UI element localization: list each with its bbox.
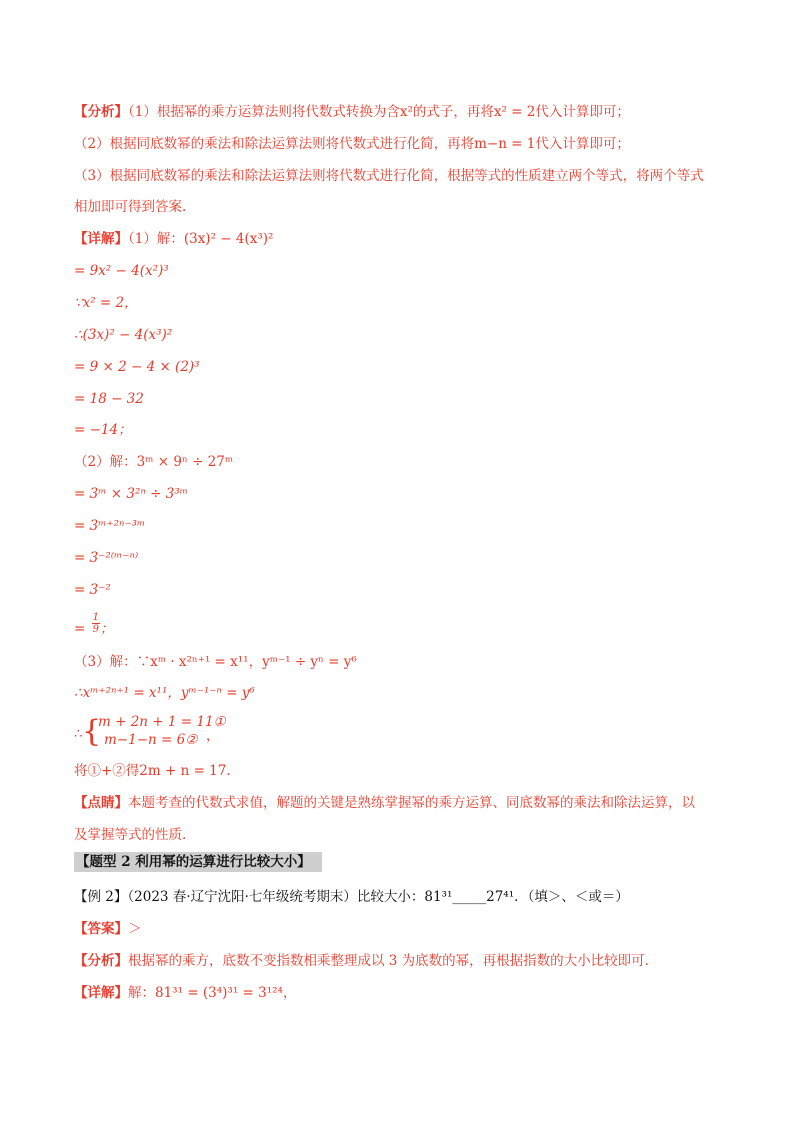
equation-2: m−1−n = 6②	[104, 732, 198, 748]
detail-text-1: （1）解：(3x)² − 4(x³)²	[128, 231, 274, 247]
detail2-label: 【详解】	[74, 985, 128, 1001]
equation-tail: ，	[206, 728, 220, 744]
detail-line-14: （3）解：∵xᵐ · x²ⁿ⁺¹ = x¹¹，yᵐ⁻¹ ÷ yⁿ = y⁶	[74, 654, 357, 670]
equation-1: m + 2n + 1 = 11①	[98, 714, 226, 730]
analysis-label: 【分析】	[74, 104, 128, 120]
comment-line-2: 及掌握等式的性质.	[74, 827, 187, 843]
detail-line-4: ∴(3x)² − 4(x³)²	[74, 327, 173, 343]
answer-text: ＞	[128, 921, 142, 937]
therefore-symbol: ∴	[74, 726, 83, 742]
comment-label: 【点睛】	[74, 795, 128, 811]
fraction-numerator: 1	[92, 612, 99, 623]
analysis2-line	[74, 952, 649, 970]
brace-icon: {	[82, 714, 102, 749]
analysis2-label: 【分析】	[74, 953, 128, 969]
detail2-line	[74, 984, 296, 1002]
detail-label: 【详解】	[74, 231, 128, 247]
detail-line-9: = 3ᵐ × 3²ⁿ ÷ 3³ᵐ	[74, 486, 189, 502]
fraction	[92, 612, 100, 635]
answer-label: 【答案】	[74, 921, 128, 937]
detail-line-13	[74, 612, 113, 642]
fraction-tail: ；	[99, 621, 114, 637]
example-line	[74, 888, 629, 906]
analysis-line-1	[74, 103, 630, 121]
detail-line-12: = 3⁻²	[74, 582, 111, 598]
detail-line-10: = 3ᵐ⁺²ⁿ⁻³ᵐ	[74, 518, 146, 534]
detail-line-6: = 18 − 32	[74, 391, 144, 407]
equals-sign: =	[74, 621, 86, 637]
detail-line-7: = −14；	[74, 422, 132, 438]
detail2-text: 解：81³¹ = (3⁴)³¹ = 3¹²⁴，	[128, 985, 297, 1001]
detail-line-15: ∴xᵐ⁺²ⁿ⁺¹ = x¹¹，yᵐ⁻¹⁻ⁿ = y⁶	[74, 685, 255, 701]
detail-line-11: = 3⁻²⁽ᵐ⁻ⁿ⁾	[74, 550, 139, 566]
detail-line-3: ∵x² = 2，	[74, 295, 138, 311]
detail-line-1	[74, 230, 273, 248]
detail-line-2: = 9x² − 4(x²)³	[74, 263, 169, 279]
analysis2-text: 根据幂的乘方，底数不变指数相乘整理成以 3 为底数的幂，再根据指数的大小比较即可.	[128, 953, 649, 969]
analysis-line-3b: 相加即可得到答案.	[74, 199, 187, 215]
detail-line-8: （2）解：3ᵐ × 9ⁿ ÷ 27ᵐ	[74, 454, 234, 470]
example-text: （2023 春·辽宁沈阳·七年级统考期末）比较大小：81³¹_____27⁴¹．（填＞、＜或＝）	[127, 889, 629, 905]
detail-line-5: = 9 × 2 − 4 × (2)³	[74, 359, 200, 375]
analysis-text-1: （1）根据幂的乘方运算法则将代数式转换为含x²的式子，再将x² = 2代入计算即可；	[128, 104, 630, 120]
comment-text-1: 本题考查的代数式求值，解题的关键是熟练掌握幂的乘方运算、同底数幂的乘法和除法运算，以	[128, 795, 695, 811]
section-heading: 【题型 2 利用幂的运算进行比较大小】	[74, 852, 322, 872]
comment-line-1	[74, 794, 695, 812]
detail-line-17: 将①+②得2m + n = 17.	[74, 763, 231, 779]
fraction-denominator: 9	[92, 624, 99, 635]
analysis-line-3a: （3）根据同底数幂的乘法和除法运算法则将代数式进行化简，根据等式的性质建立两个等式，将两个等式	[74, 168, 704, 184]
answer-line	[74, 920, 142, 938]
example-label: 【例 2】	[74, 889, 128, 905]
analysis-line-2: （2）根据同底数幂的乘法和除法运算法则将代数式进行化简，再将m−n = 1代入计算即可；	[74, 136, 630, 152]
